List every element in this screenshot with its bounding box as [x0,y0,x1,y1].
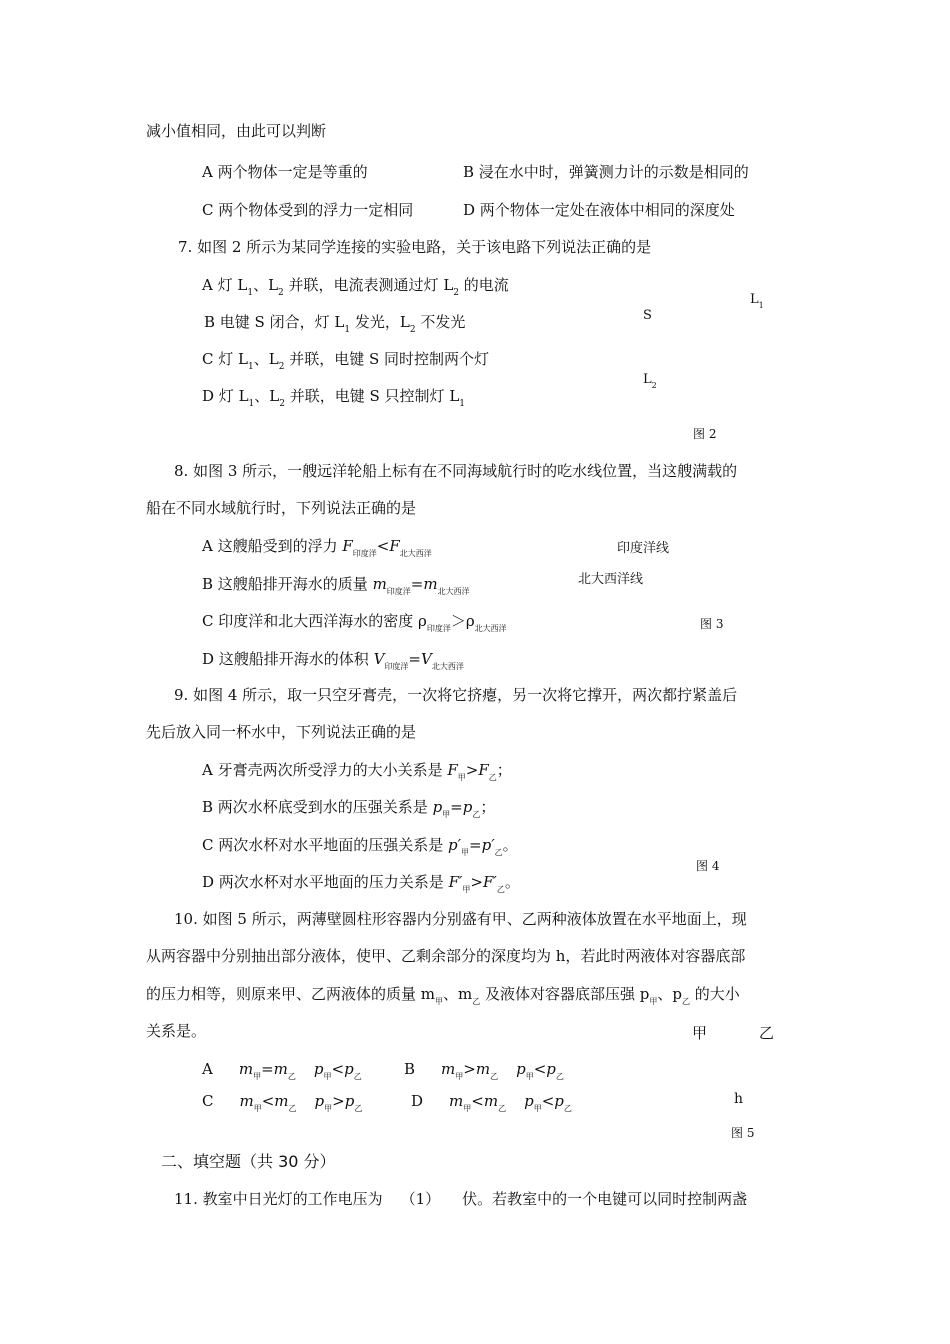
q8-stem-line2: 船在不同水域航行时，下列说法正确的是 [146,499,417,517]
fig3-north-atlantic-line: 北大西洋线 [578,572,644,587]
q6-option-b: B 浸在水中时，弹簧测力计的示数是相同的 [463,163,749,181]
q7-stem: 7. 如图 2 所示为某同学连接的实验电路，关于该电路下列说法正确的是 [178,238,652,256]
fig5-yi-label: 乙 [759,1024,775,1042]
q11-stem: 11. 教室中日光灯的工作电压为 （1） 伏。若教室中的一个电键可以同时控制两盏 [174,1190,748,1208]
q10-option-b: B $m_甲>m_乙$ $p_甲<p_乙$ [404,1060,564,1081]
q6-stem-end: 减小值相同，由此可以判断 [146,122,327,140]
fig2-l2-label: $L_2$ [643,372,657,390]
q8-stem-line1: 8. 如图 3 所示，一艘远洋轮船上标有在不同海域航行时的吃水线位置，当这艘满载的 [174,462,738,480]
fig5-h-label: h [734,1091,744,1107]
q7-option-d: D 灯 $L_1$、$L_2$ 并联，电键 S 只控制灯 $L_1$ [202,387,466,409]
q8-option-d: D 这艘船排开海水的体积 $V_{印度洋}=V_{北大西洋}$ [202,650,464,671]
fig4-caption: 图 4 [696,859,720,873]
fig3-indian-ocean-line: 印度洋线 [617,541,670,556]
q9-option-b: B 两次水杯底受到水的压强关系是 $p_甲=p_乙$； [202,798,496,819]
q10-option-d: D $m_甲<m_乙$ $p_甲<p_乙$ [411,1092,572,1113]
section-heading-fill-in: 二、填空题（共 30 分） [161,1152,336,1171]
fig2-switch-label: S [643,308,652,323]
fig5-jia-label: 甲 [692,1024,708,1042]
q7-option-b: B 电键 S 闭合，灯 $L_1$ 发光，$L_2$ 不发光 [204,313,466,335]
fig3-caption: 图 3 [700,617,724,631]
q9-option-c: C 两次水杯对水平地面的压强关系是 $p'_甲=p'_乙$。 [202,836,518,857]
q9-stem-line2: 先后放入同一杯水中，下列说法正确的是 [146,723,417,741]
q10-stem-line4: 关系是。 [146,1022,207,1040]
q9-stem-line1: 9. 如图 4 所示，取一只空牙膏壳，一次将它挤瘪，另一次将它撑开，两次都拧紧盖后 [174,686,738,704]
q8-option-a: A 这艘船受到的浮力 $F_{印度洋}<F_{北大西洋}$ [202,537,432,558]
fig2-l1-label: $L_1$ [750,292,764,310]
q10-option-c: C $m_甲<m_乙$ $p_甲>p_乙$ [202,1092,363,1113]
fig2-caption: 图 2 [693,427,717,441]
q10-option-a: A $m_甲=m_乙$ $p_甲<p_乙$ [202,1060,362,1081]
q6-option-c: C 两个物体受到的浮力一定相同 [202,201,414,219]
fig5-caption: 图 5 [731,1126,755,1140]
q7-option-c: C 灯 $L_1$、$L_2$ 并联，电键 S 同时控制两个灯 [202,350,490,372]
q7-option-a: A 灯 $L_1$、$L_2$ 并联，电流表测通过灯 $L_2$ 的电流 [202,276,509,298]
q10-stem-line1: 10. 如图 5 所示，两薄壁圆柱形容器内分别盛有甲、乙两种液体放置在水平地面上，现 [174,910,747,928]
q6-option-d: D 两个物体一定处在液体中相同的深度处 [463,201,735,219]
q10-stem-line3: 的压力相等，则原来甲、乙两液体的质量 $m_甲$、$m_乙$ 及液体对容器底部压强 $p_甲$、$p_乙$ 的大小 [146,985,740,1006]
q11-blank-1: （1） [400,1190,441,1208]
q9-option-a: A 牙膏壳两次所受浮力的大小关系是 $F_甲>F_乙$； [202,761,512,782]
q8-option-b: B 这艘船排开海水的质量 $m_{印度洋}=m_{北大西洋}$ [202,575,470,596]
q8-option-c: C 印度洋和北大西洋海水的密度 $\rho_{印度洋}>\rho_{北大西洋}$ [202,612,507,633]
q10-stem-line2: 从两容器中分别抽出部分液体，使甲、乙剩余部分的深度均为 h，若此时两液体对容器底部 [146,947,746,965]
q6-option-a: A 两个物体一定是等重的 [202,163,368,181]
q9-option-d: D 两次水杯对水平地面的压力关系是 $F'_甲>F'_乙$。 [202,873,520,894]
